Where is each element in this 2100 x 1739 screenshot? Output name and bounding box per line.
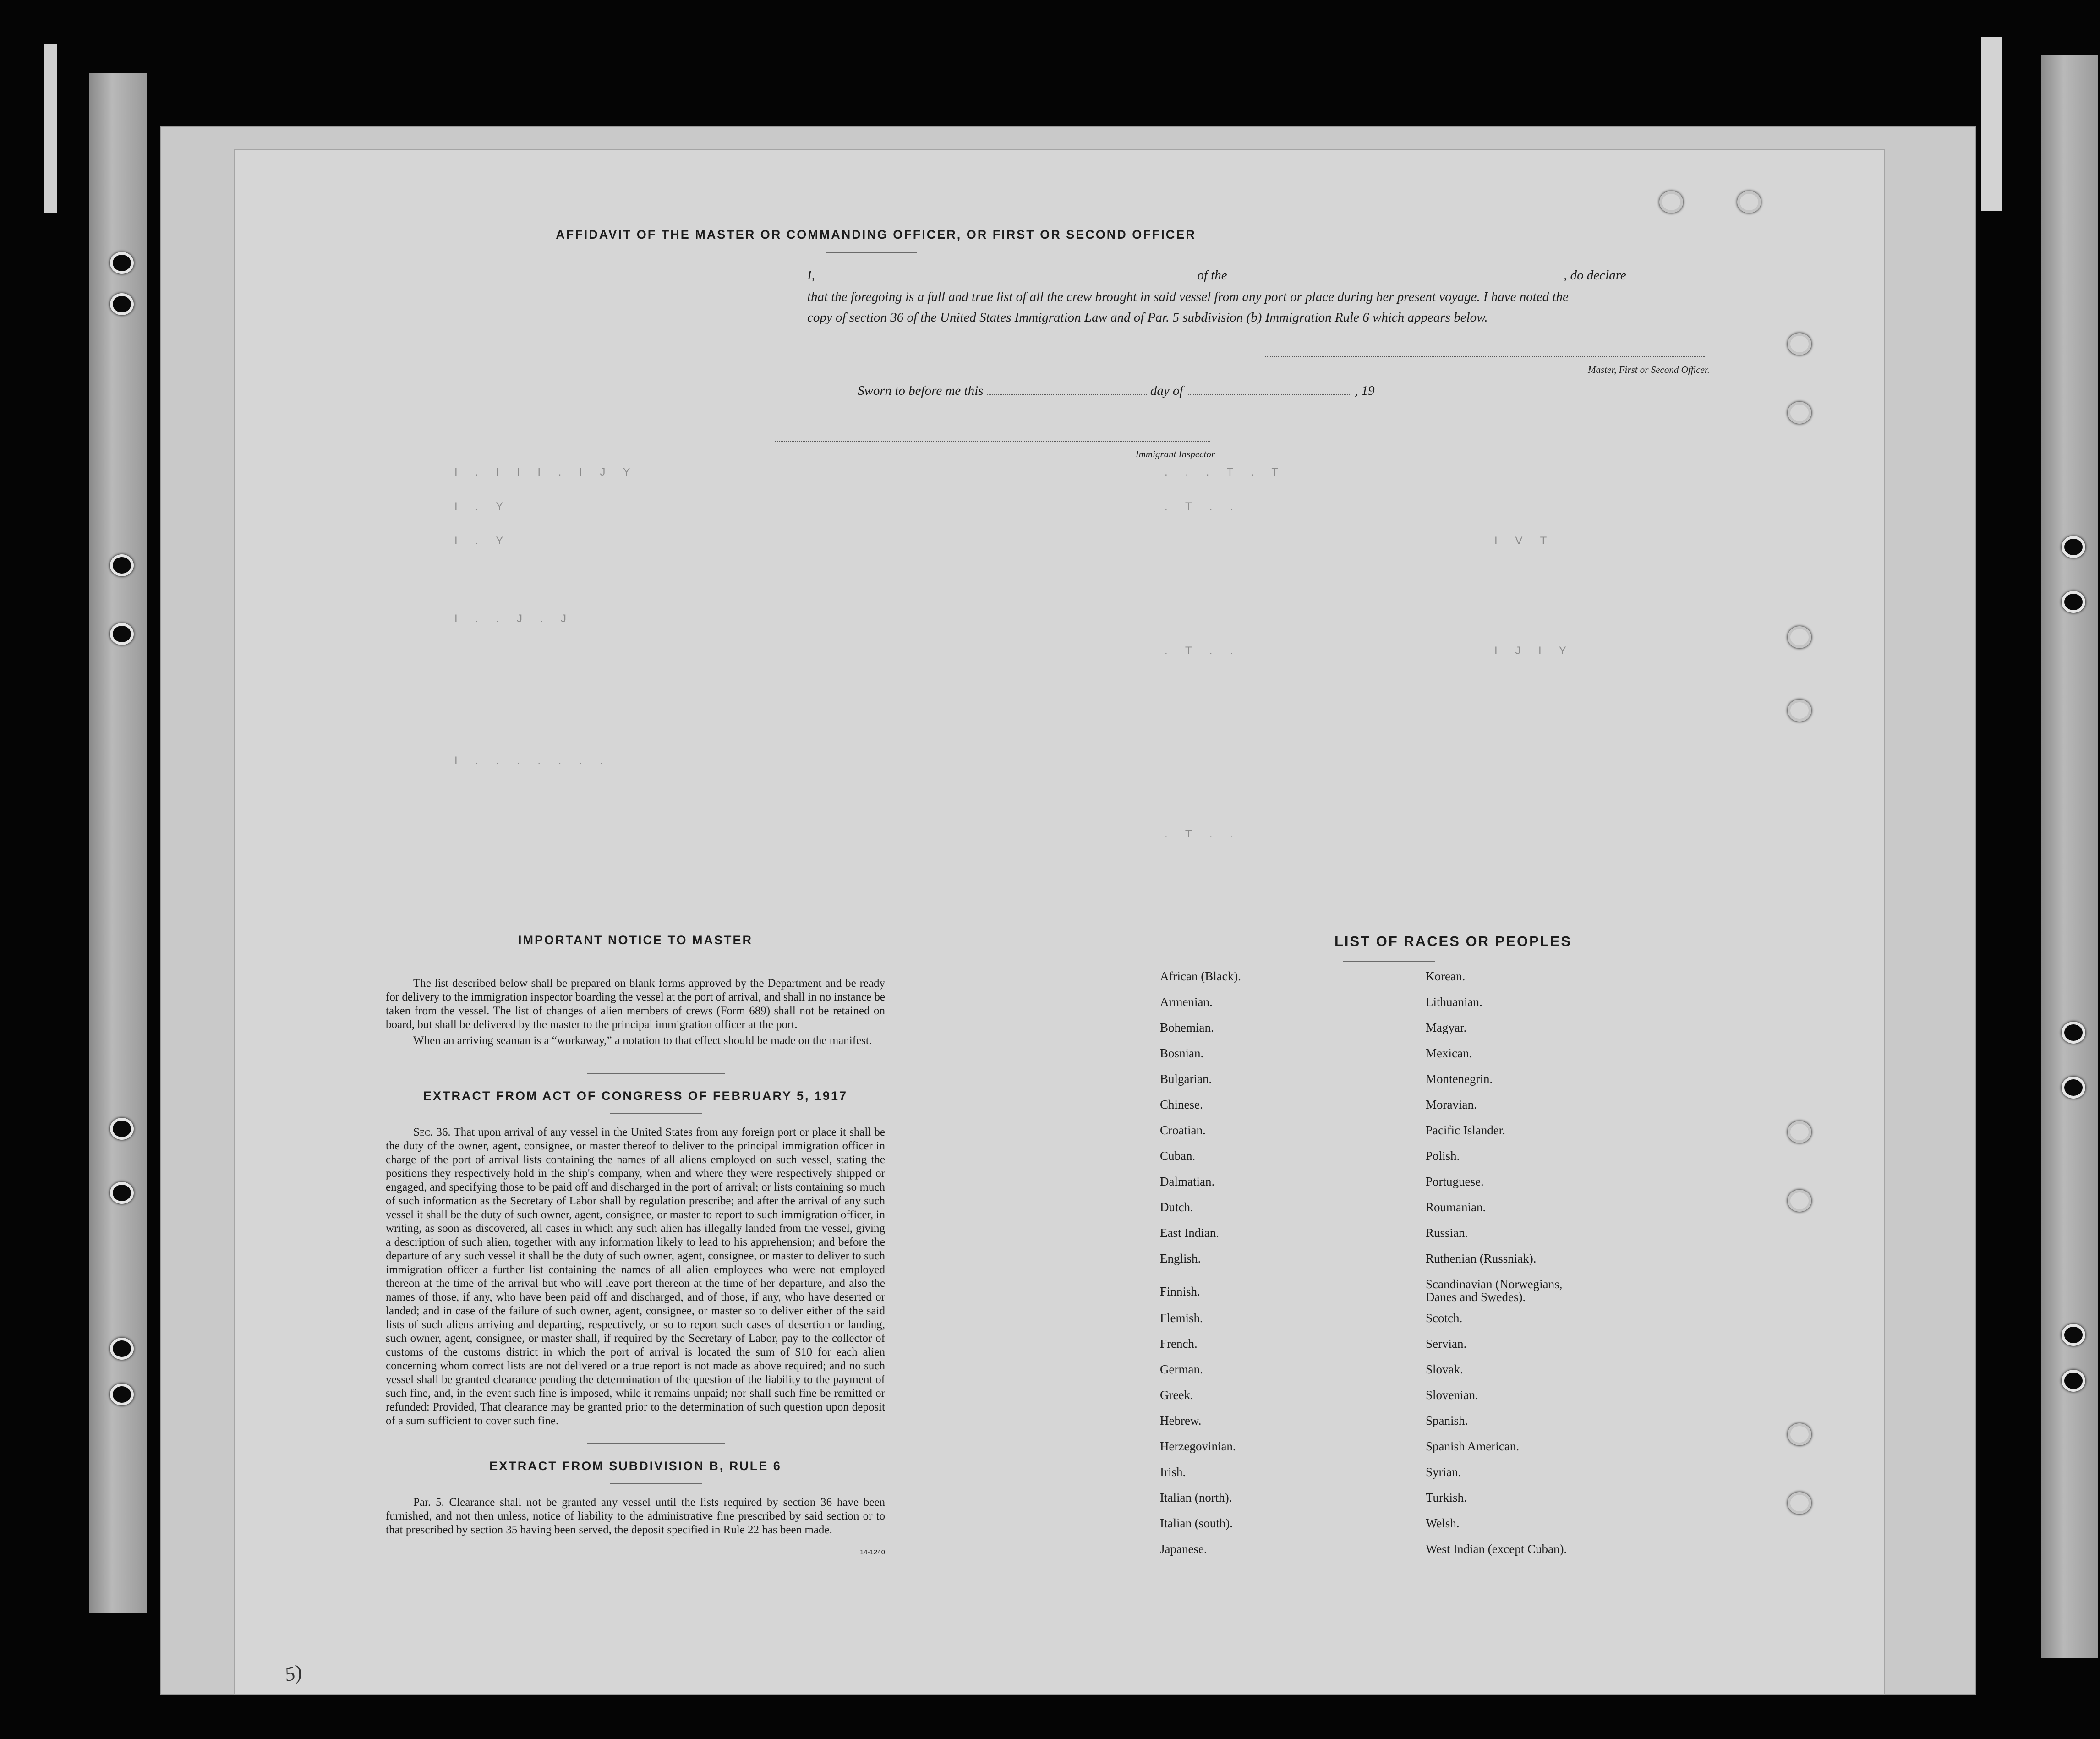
bleed-through-marks: I . I I I . I J Y (454, 466, 638, 478)
binder-hole-icon (2062, 1324, 2085, 1346)
race-item: Bulgarian. (1160, 1072, 1212, 1086)
bleed-through-marks: . T . . (1165, 828, 1241, 840)
binder-hole-icon (110, 1384, 134, 1405)
page-hole-icon (1788, 1492, 1811, 1514)
page-hole-icon (1659, 191, 1683, 213)
extract-rule-text: Par. 5. Clearance shall not be granted any vessel until the lists required by section 36 have been furnished, and not then unless, notice of liability to the administrative fine prescribed by said section or to that prescribed by section 35 having been served, the deposit specified in Rule 22 has been made. (386, 1496, 885, 1536)
binder-hole-icon (110, 623, 134, 645)
page-hole-icon (1788, 626, 1811, 648)
race-item: West Indian (except Cuban). (1426, 1542, 1567, 1556)
race-item: Italian (south). (1160, 1516, 1233, 1530)
race-item: Armenian. (1160, 995, 1213, 1009)
sworn-month-field[interactable] (1187, 394, 1351, 395)
race-item: Bosnian. (1160, 1046, 1204, 1060)
races-column-1 (1160, 970, 1389, 1568)
page-hole-icon (1788, 402, 1811, 424)
race-item: Hebrew. (1160, 1414, 1202, 1427)
race-item: Servian. (1426, 1337, 1467, 1351)
section-divider (610, 1113, 702, 1114)
race-item: Mexican. (1426, 1046, 1472, 1060)
race-item: Magyar. (1426, 1021, 1467, 1034)
bleed-through-marks: I V T (1494, 535, 1554, 547)
race-item: Ruthenian (Russniak). (1426, 1252, 1537, 1265)
binder-hole-icon (2062, 1022, 2085, 1044)
race-item: East Indian. (1160, 1226, 1219, 1240)
section-body: That upon arrival of any vessel in the United States from any foreign port or place it shall be the duty of the owner, agent, consignee, or master thereof to deliver to the principal immigration officer in charge of the port of arrival lists containing the names of all aliens employed on such vessel, stating the positions they respectively hold in the ship's company, when and where they were respectively shipped or engaged, and specifying those to be paid off and discharged in the port of arrival; or lists containing so much of such information as the Secretary of Labor shall by regulation prescribe; and after the arrival of any such vessel it shall be the duty of such owner, agent, consignee, or master to report to such immigration officer, in writing, as soon as discovered, all cases in which any such alien has illegally landed from the vessel, giving a description of such alien, together with any information likely to lead to his apprehension; and before the departure of any such vessel it shall be the duty of such owner, agent, consignee, or master to deliver to such immigration officer a further list containing the names of all alien employees who were not employed thereon at the time of the arrival but who will leave port thereon at the time of her departure, and also the names of those, if any, who have been paid off and discharged, and of those, if any, who have deserted or landed; and in case of the failure of such owner, agent, consignee, or master so to deliver either of the said lists of such aliens arriving and departing, respectively, or so to report such cases of desertion or landing, such owner, agent, consignee, or master shall, if required by the Secretary of Labor, pay to the collector of customs of the customs district in which the port of arrival is located the sum of $10 for each alien concerning whom correct lists are not delivered or a true report is not made as above required; and no such vessel shall be granted clearance pending the determination of the question of the liability to the payment of such fine, and, in the event such fine is imposed, while it remains unpaid; nor shall such fine be remitted or refunded: Provided, That clearance may be granted prior to the determination of such question upon deposit of a sum sufficient to cover such fine. (386, 1126, 886, 1427)
bleed-through-marks: . T . . (1165, 645, 1241, 657)
binder-hole-icon (110, 554, 134, 576)
bleed-through-marks: I J I Y (1494, 645, 1574, 657)
race-item: Finnish. (1160, 1285, 1200, 1298)
race-item: Scandinavian (Norwegians, Danes and Swedes). (1426, 1277, 1563, 1304)
race-item: Dalmatian. (1160, 1175, 1215, 1188)
race-item: Dutch. (1160, 1200, 1193, 1214)
binder-hole-icon (110, 293, 134, 315)
race-item: Herzegovinian. (1160, 1439, 1236, 1453)
binder-hole-icon (2062, 1077, 2085, 1099)
binder-hole-icon (2062, 591, 2085, 613)
race-item: Croatian. (1160, 1123, 1206, 1137)
form-number: 14-1240 (859, 1548, 885, 1556)
race-item: Japanese. (1160, 1542, 1207, 1556)
race-item: Scotch. (1426, 1311, 1463, 1325)
inspector-signature-line[interactable] (775, 440, 1210, 442)
page-hole-icon (1737, 191, 1761, 213)
race-item: Greek. (1160, 1388, 1193, 1402)
binder-hole-icon (110, 1118, 134, 1140)
race-item: German. (1160, 1362, 1203, 1376)
race-item: African (Black). (1160, 969, 1241, 983)
race-item: Slovak. (1426, 1362, 1463, 1376)
race-item: French. (1160, 1337, 1198, 1351)
bleed-through-marks: I . . . . . . . (454, 755, 611, 767)
race-item: Slovenian. (1426, 1388, 1478, 1402)
race-item: Turkish. (1426, 1491, 1467, 1504)
races-title: LIST OF RACES OR PEOPLES (1334, 933, 1572, 949)
master-signature-caption: Master, First or Second Officer. (1588, 364, 1710, 375)
bleed-through-marks: I . . J . J (454, 612, 574, 625)
notice-paragraph-2: When an arriving seaman is a “workaway,” a notation to that effect should be made on the manifest. (413, 1034, 872, 1047)
race-item: Welsh. (1426, 1516, 1460, 1530)
sworn-day-field[interactable] (987, 394, 1147, 395)
race-item: Syrian. (1426, 1465, 1461, 1479)
races-title-underline (1343, 961, 1435, 962)
section-label: Sec. 36. (413, 1126, 451, 1138)
bleed-through-marks: I . Y (454, 500, 511, 513)
master-signature-line[interactable] (1265, 355, 1705, 357)
race-item: Italian (north). (1160, 1491, 1232, 1504)
race-item: Spanish American. (1426, 1439, 1519, 1453)
bleed-through-marks: I . Y (454, 535, 511, 547)
sworn-label: Sworn to before me this (858, 383, 984, 398)
section-divider (587, 1073, 725, 1074)
race-item: Montenegrin. (1426, 1072, 1493, 1086)
notice-title: IMPORTANT NOTICE TO MASTER (518, 933, 753, 947)
race-item: Chinese. (1160, 1098, 1203, 1111)
title-underline (826, 252, 917, 253)
race-item: Flemish. (1160, 1311, 1203, 1325)
page-hole-icon (1788, 1190, 1811, 1212)
race-item: Irish. (1160, 1465, 1186, 1479)
margin-handwritten-note: 5) (283, 1660, 304, 1686)
affidavit-line2: that the foregoing is a full and true list of all the crew brought in said vessel from any port or place during her present voyage. I have noted the (807, 290, 1569, 304)
day-of-label: day of (1150, 383, 1183, 398)
notice-paragraph-1: The list described below shall be prepared on blank forms approved by the Department and be ready for delivery to the immigration inspector boarding the vessel at the port of arrival, and shall in no instance be taken from the vessel. The list of changes of alien members of crews (Form 689) shall not be retained on board, but shall be delivered by the master to the principal immigration officer at the port. (386, 977, 885, 1031)
year-label: , 19 (1355, 383, 1375, 398)
race-item: Bohemian. (1160, 1021, 1214, 1034)
declare-label: , do declare (1564, 268, 1626, 283)
affidavit-line1 (807, 268, 1714, 283)
bleed-through-marks: . T . . (1165, 500, 1241, 513)
right-film-strip (2041, 55, 2098, 1658)
race-item: Spanish. (1426, 1414, 1468, 1427)
race-item: Portuguese. (1426, 1175, 1484, 1188)
binder-hole-icon (110, 1182, 134, 1204)
race-item: Cuban. (1160, 1149, 1196, 1163)
page-hole-icon (1788, 1423, 1811, 1445)
binder-hole-icon (2062, 1370, 2085, 1392)
binder-hole-icon (110, 252, 134, 274)
sworn-line (858, 383, 1407, 399)
race-item: Korean. (1426, 969, 1466, 983)
bleed-through-marks: . . . T . T (1165, 466, 1286, 478)
affidavit-line3: copy of section 36 of the United States Immigration Law and of Par. 5 subdivision (b) Immigration Rule 6 which appears below. (807, 310, 1488, 325)
race-item: Polish. (1426, 1149, 1460, 1163)
races-column-2 (1426, 970, 1646, 1568)
extract-rule-title: EXTRACT FROM SUBDIVISION B, RULE 6 (489, 1459, 782, 1473)
race-item: English. (1160, 1252, 1201, 1265)
section-divider (587, 1443, 725, 1444)
inspector-caption: Immigrant Inspector (1135, 448, 1215, 459)
race-item: Roumanian. (1426, 1200, 1486, 1214)
binder-hole-icon (2062, 536, 2085, 558)
race-item: Lithuanian. (1426, 995, 1482, 1009)
right-film-edge (1981, 37, 2002, 211)
page-hole-icon (1788, 1121, 1811, 1143)
page-hole-icon (1788, 700, 1811, 722)
extract-act-title: EXTRACT FROM ACT OF CONGRESS OF FEBRUARY 5, 1917 (423, 1089, 848, 1103)
extract-act-text (386, 1126, 885, 1428)
race-item: Moravian. (1426, 1098, 1477, 1111)
section-divider (610, 1483, 702, 1484)
binder-hole-icon (110, 1338, 134, 1360)
race-item: Pacific Islander. (1426, 1123, 1505, 1137)
page-hole-icon (1788, 333, 1811, 355)
left-film-edge (44, 44, 57, 213)
declarant-label: I, (807, 268, 815, 283)
race-item: Russian. (1426, 1226, 1468, 1240)
affidavit-title: AFFIDAVIT OF THE MASTER OR COMMANDING OFFICER, OR FIRST OR SECOND OFFICER (556, 228, 1196, 241)
vessel-label: of the (1197, 268, 1227, 283)
document-page (234, 149, 1885, 1695)
